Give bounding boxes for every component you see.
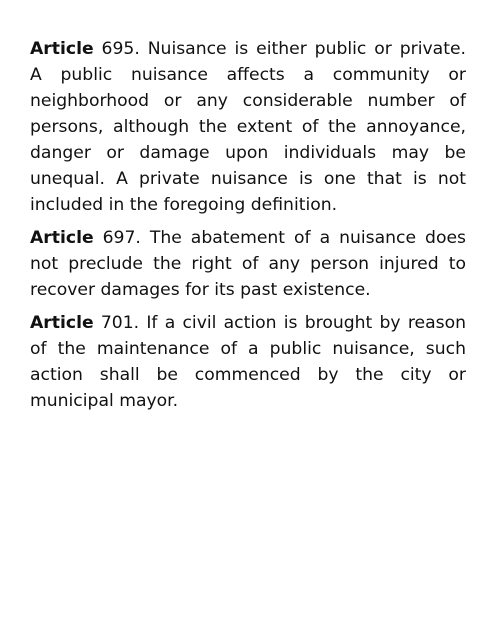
- article-701: [30, 310, 466, 414]
- article-text: 697. The abatement of a nuisance does not preclude the right of any person injured to recover damages for its past existence.: [30, 228, 466, 300]
- article-text: 695. Nuisance is either public or private. A public nuisance affects a community or neighborhood or any considerable number of persons, although the extent of the annoyance, danger or damage upon individuals may be unequal. A private nuisance is one that is not included in the foregoing definition.: [30, 39, 466, 215]
- document-page: [30, 36, 466, 421]
- article-695: [30, 36, 466, 218]
- article-label: Article: [30, 313, 94, 333]
- article-text: 701. If a civil action is brought by reason of the maintenance of a public nuisance, such action shall be commenced by the city or municipal mayor.: [30, 313, 466, 411]
- article-label: Article: [30, 228, 94, 248]
- article-label: Article: [30, 39, 94, 59]
- article-697: [30, 225, 466, 303]
